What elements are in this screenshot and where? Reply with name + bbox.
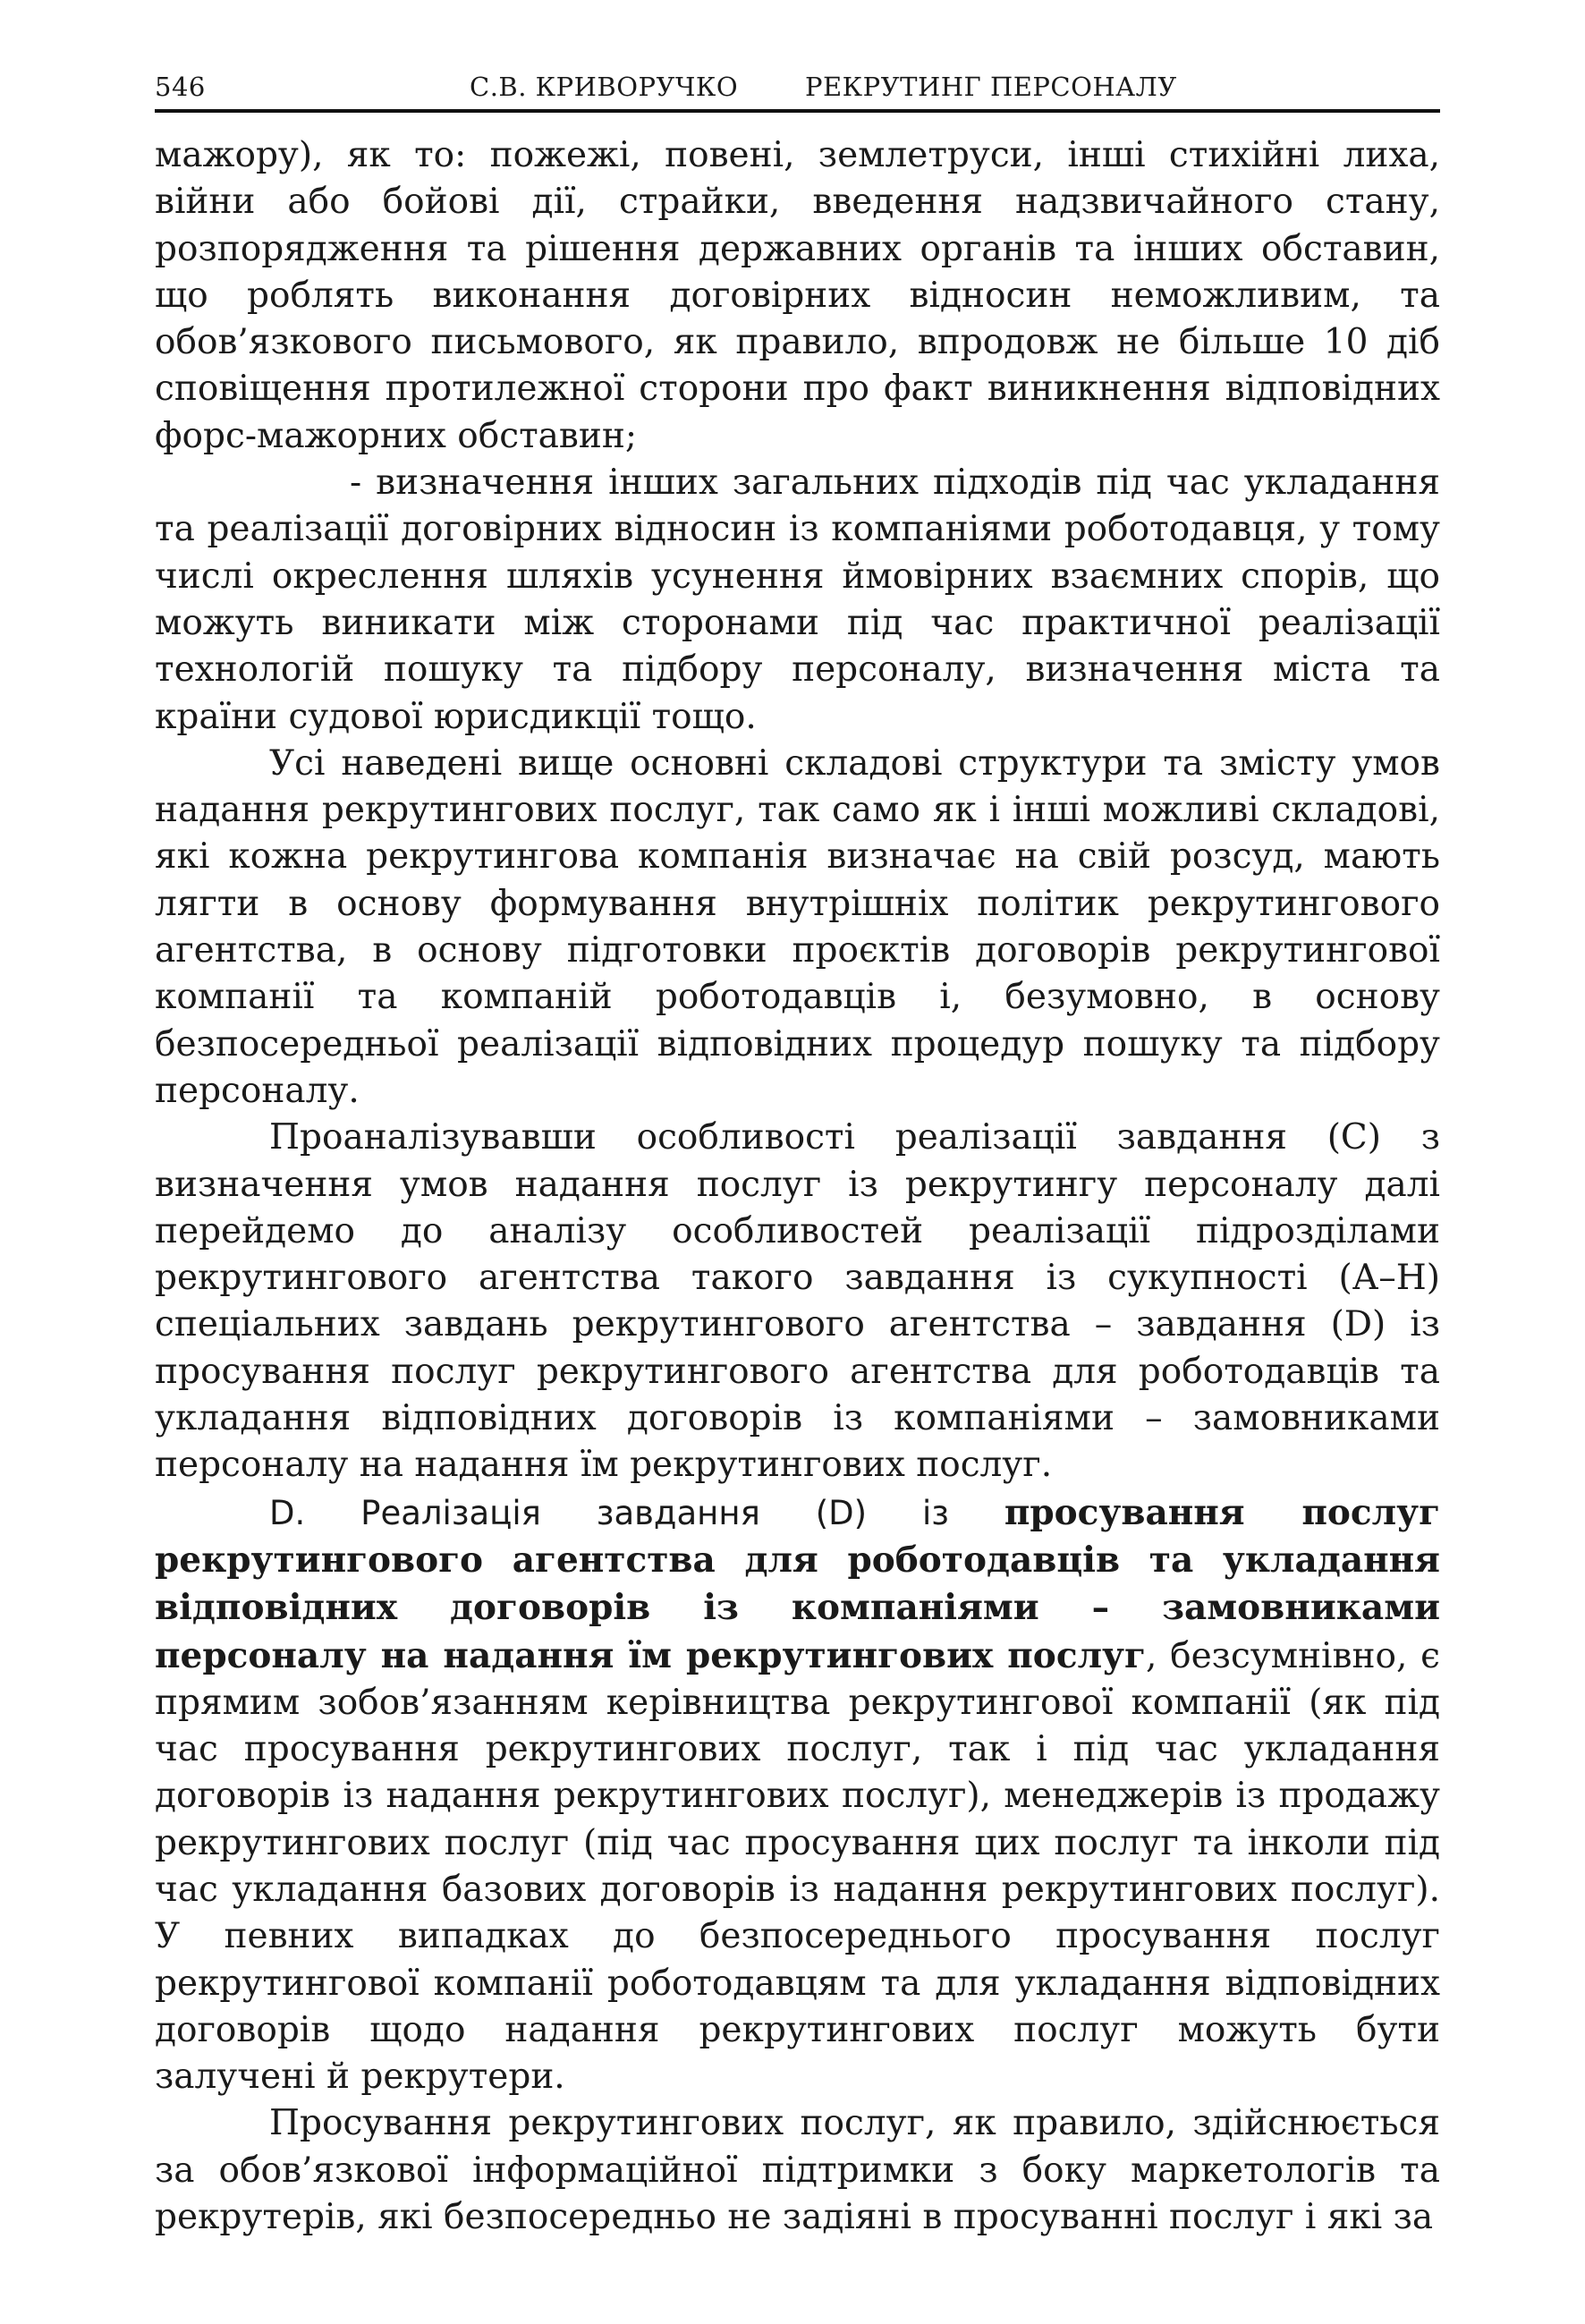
running-header (155, 63, 1440, 113)
list-item-other-approaches: - визначення інших загальних підходів під час укладання та реалізації договірних відносин із компаніями роботодавця, у тому числі окреслення шляхів усунення ймовірних взаємних спорів, що можуть виникати між сторонами під час практичної реалізації технологій пошуку та підбору персоналу, визначення міста та країни судової юрисдикції тощо. (155, 462, 1440, 737)
page-number: 546 (155, 72, 206, 102)
paragraph-transition-task-d: Проаналізувавши особливості реалізації завдання (С) з визначення умов надання послуг із рекрутингу персоналу далі перейдемо до аналізу особливостей реалізації підрозділами рекрутингового агентства такого завдання із сукупності (А–Н) спеціальних завдань рекрутингового агентства – завдання (D) із просування послуг рекрутингового агентства для роботодавців та укладання відповідних договорів із компаніями – замовниками персоналу на надання їм рекрутингових послуг. (155, 1117, 1440, 1486)
book-page (155, 63, 1440, 2241)
header-running-title: РЕКРУТИНГ ПЕРСОНАЛУ (805, 72, 1177, 102)
paragraph-force-majeure-continuation: мажору), як то: пожежі, повені, землетруси, інші стихійні лиха, війни або бойові дії, страйки, введення надзвичайного стану, розпорядження та рішення державних органів та інших обставин, що роблять виконання договірних відносин неможливим, та обов’язкового письмового, як правило, впродовж не більше 10 діб сповіщення протилежної сторони про факт виникнення відповідних форс-мажорних обставин; (155, 135, 1440, 456)
paragraph-summary-components: Усі наведені вище основні складові структури та змісту умов надання рекрутингових послуг, так само як і інші можливі складові, які кожна рекрутингова компанія визначає на свій розсуд, мають лягти в основу формування внутрішніх політик рекрутингового агентства, в основу підготовки проєктів договорів рекрутингової компанії та компаній роботодавців і, безумовно, в основу безпосередньої реалізації відповідних процедур пошуку та підбору персоналу. (155, 742, 1440, 1111)
page-body (155, 132, 1440, 2241)
task-d-text: , безсумнівно, є прямим зобов’язанням керівництва рекрутингової компанії (як під час просування рекрутингових послуг, так і під час укладання договорів із надання рекрутингових послуг), менеджерів із продажу рекрутингових послуг (під час просування цих послуг та інколи під час укладання базових договорів із надання рекрутингових послуг). У певних випадках до безпосереднього просування послуг рекрутингової компанії роботодавцям та для укладання відповідних договорів щодо надання рекрутингових послуг можуть бути залучені й рекрутери. (155, 1635, 1440, 2098)
task-d-lead: D. Реалізація завдання (D) із (269, 1493, 1004, 1532)
header-author: С.В. КРИВОРУЧКО (470, 72, 739, 102)
paragraph-task-d (155, 1489, 1440, 2101)
paragraph-promotion: Просування рекрутингових послуг, як правило, здійснюється за обов’язкової інформаційної підтримки з боку маркетологів та рекрутерів, які безпосередньо не задіяні в просуванні послуг і які за (155, 2103, 1440, 2238)
task-d-bold-title: просування послуг рекрутингового агентства для роботодавців та укладання відповідних договорів із компаніями – замовниками персоналу на надання їм рекрутингових послуг (155, 1491, 1440, 1676)
